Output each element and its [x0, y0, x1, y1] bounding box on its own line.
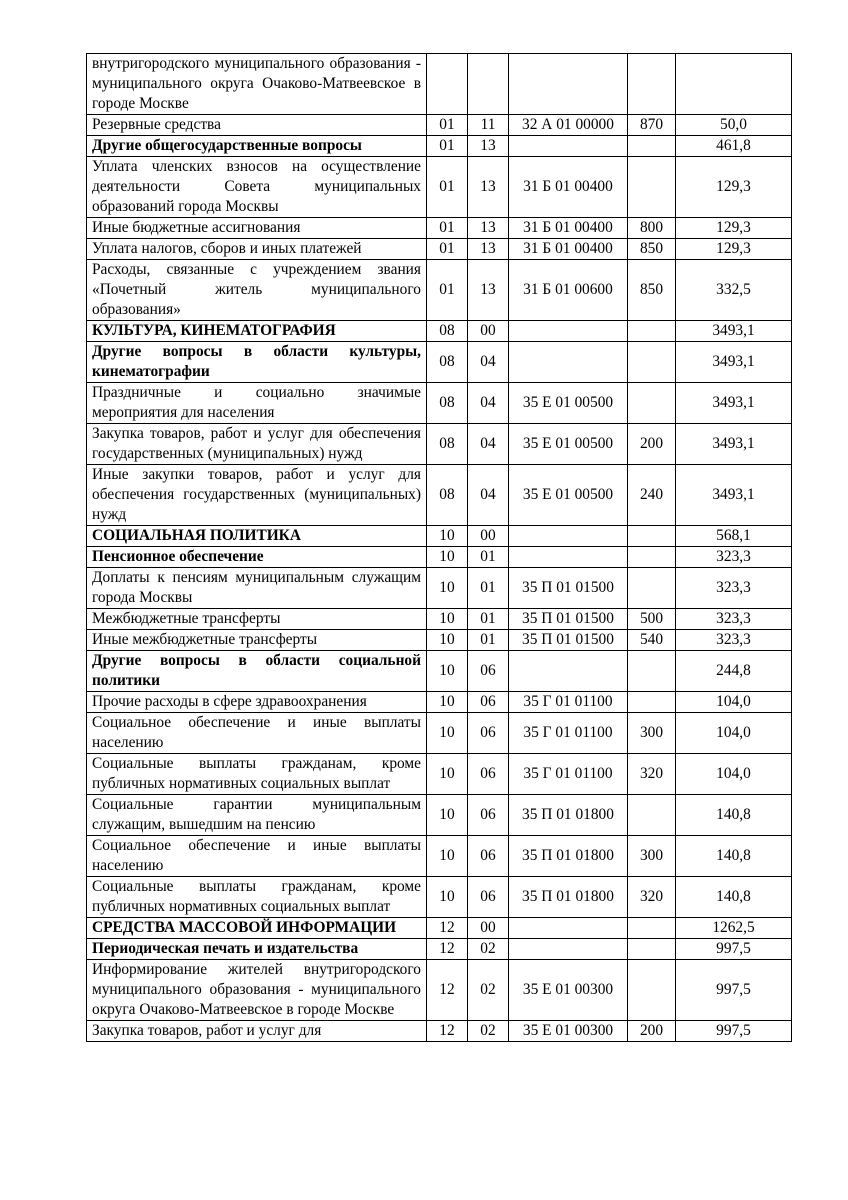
- target-article-code: [509, 321, 628, 342]
- section-code: 01: [427, 260, 468, 321]
- amount: 461,8: [676, 136, 792, 157]
- row-name: Социальные гарантии муниципальным служащим, вышедшим на пенсию: [87, 795, 427, 836]
- table-row: [87, 630, 792, 651]
- amount: 129,3: [676, 218, 792, 239]
- expense-type-code: [628, 157, 676, 218]
- expense-type-code: [628, 960, 676, 1021]
- amount: 332,5: [676, 260, 792, 321]
- table-row: [87, 651, 792, 692]
- row-name: СОЦИАЛЬНАЯ ПОЛИТИКА: [87, 526, 427, 547]
- section-code: 10: [427, 795, 468, 836]
- amount: 1262,5: [676, 918, 792, 939]
- expense-type-code: [628, 795, 676, 836]
- row-name: Расходы, связанные с учреждением звания «Почетный житель муниципального образования»: [87, 260, 427, 321]
- target-article-code: 35 П 01 01800: [509, 877, 628, 918]
- table-row: [87, 260, 792, 321]
- expense-type-code: [628, 547, 676, 568]
- target-article-code: 35 Е 01 00300: [509, 1021, 628, 1042]
- section-code: 10: [427, 651, 468, 692]
- subsection-code: 04: [468, 424, 509, 465]
- table-row: [87, 836, 792, 877]
- table-row: [87, 795, 792, 836]
- expense-type-code: [628, 651, 676, 692]
- table-row: [87, 239, 792, 260]
- target-article-code: 35 Е 01 00500: [509, 383, 628, 424]
- table-row: [87, 609, 792, 630]
- subsection-code: 04: [468, 383, 509, 424]
- target-article-code: 31 Б 01 00400: [509, 218, 628, 239]
- expense-type-code: 850: [628, 260, 676, 321]
- row-name: Другие вопросы в области социальной политики: [87, 651, 427, 692]
- target-article-code: 35 П 01 01500: [509, 568, 628, 609]
- expense-type-code: [628, 321, 676, 342]
- expense-type-code: [628, 568, 676, 609]
- subsection-code: 06: [468, 713, 509, 754]
- row-name: Иные закупки товаров, работ и услуг для обеспечения государственных (муниципальных) нужд: [87, 465, 427, 526]
- section-code: 10: [427, 526, 468, 547]
- row-name: Доплаты к пенсиям муниципальным служащим города Москвы: [87, 568, 427, 609]
- amount: 104,0: [676, 713, 792, 754]
- expense-type-code: [628, 918, 676, 939]
- row-name: КУЛЬТУРА, КИНЕМАТОГРАФИЯ: [87, 321, 427, 342]
- target-article-code: 35 Г 01 01100: [509, 692, 628, 713]
- table-row: [87, 960, 792, 1021]
- expense-type-code: [628, 136, 676, 157]
- table-row: [87, 526, 792, 547]
- subsection-code: 01: [468, 568, 509, 609]
- subsection-code: 00: [468, 918, 509, 939]
- amount: 104,0: [676, 754, 792, 795]
- expense-type-code: [628, 692, 676, 713]
- expense-type-code: 800: [628, 218, 676, 239]
- section-code: 12: [427, 960, 468, 1021]
- section-code: 08: [427, 383, 468, 424]
- table-row: [87, 54, 792, 115]
- target-article-code: [509, 918, 628, 939]
- subsection-code: 02: [468, 1021, 509, 1042]
- amount: 129,3: [676, 157, 792, 218]
- expense-type-code: [628, 342, 676, 383]
- subsection-code: 13: [468, 218, 509, 239]
- table-row: [87, 115, 792, 136]
- amount: 104,0: [676, 692, 792, 713]
- target-article-code: 31 Б 01 00400: [509, 157, 628, 218]
- section-code: 10: [427, 547, 468, 568]
- target-article-code: [509, 54, 628, 115]
- row-name: Социальные выплаты гражданам, кроме публичных нормативных социальных выплат: [87, 754, 427, 795]
- subsection-code: 04: [468, 342, 509, 383]
- target-article-code: 35 П 01 01500: [509, 630, 628, 651]
- row-name: Информирование жителей внутригородского муниципального образования - муниципального округа Очаково-Матвеевское в городе Москве: [87, 960, 427, 1021]
- table-row: [87, 157, 792, 218]
- section-code: 01: [427, 157, 468, 218]
- amount: 997,5: [676, 1021, 792, 1042]
- section-code: 08: [427, 465, 468, 526]
- expense-type-code: [628, 526, 676, 547]
- target-article-code: [509, 342, 628, 383]
- row-name: Периодическая печать и издательства: [87, 939, 427, 960]
- budget-table: [86, 53, 792, 1042]
- subsection-code: 06: [468, 795, 509, 836]
- section-code: 10: [427, 754, 468, 795]
- row-name: Иные межбюджетные трансферты: [87, 630, 427, 651]
- row-name: Уплата членских взносов на осуществление деятельности Совета муниципальных образований города Москвы: [87, 157, 427, 218]
- subsection-code: 13: [468, 136, 509, 157]
- row-name: Социальное обеспечение и иные выплаты населению: [87, 836, 427, 877]
- row-name: Другие общегосударственные вопросы: [87, 136, 427, 157]
- subsection-code: [468, 54, 509, 115]
- amount: 323,3: [676, 630, 792, 651]
- table-row: [87, 754, 792, 795]
- table-row: [87, 877, 792, 918]
- section-code: 12: [427, 1021, 468, 1042]
- table-row: [87, 1021, 792, 1042]
- expense-type-code: 300: [628, 836, 676, 877]
- subsection-code: 02: [468, 939, 509, 960]
- amount: 323,3: [676, 568, 792, 609]
- target-article-code: [509, 651, 628, 692]
- amount: [676, 54, 792, 115]
- row-name: СРЕДСТВА МАССОВОЙ ИНФОРМАЦИИ: [87, 918, 427, 939]
- amount: 140,8: [676, 836, 792, 877]
- target-article-code: 35 Г 01 01100: [509, 754, 628, 795]
- target-article-code: 35 Г 01 01100: [509, 713, 628, 754]
- subsection-code: 06: [468, 754, 509, 795]
- amount: 3493,1: [676, 321, 792, 342]
- row-name: Закупка товаров, работ и услуг для обеспечения государственных (муниципальных) нужд: [87, 424, 427, 465]
- target-article-code: 31 Б 01 00600: [509, 260, 628, 321]
- amount: 140,8: [676, 877, 792, 918]
- expense-type-code: 300: [628, 713, 676, 754]
- section-code: 10: [427, 836, 468, 877]
- subsection-code: 01: [468, 609, 509, 630]
- expense-type-code: 870: [628, 115, 676, 136]
- table-row: [87, 218, 792, 239]
- target-article-code: 31 Б 01 00400: [509, 239, 628, 260]
- target-article-code: 35 Е 01 00300: [509, 960, 628, 1021]
- section-code: 01: [427, 239, 468, 260]
- amount: 50,0: [676, 115, 792, 136]
- section-code: 08: [427, 424, 468, 465]
- row-name: Иные бюджетные ассигнования: [87, 218, 427, 239]
- section-code: 12: [427, 939, 468, 960]
- section-code: 12: [427, 918, 468, 939]
- row-name: Прочие расходы в сфере здравоохранения: [87, 692, 427, 713]
- table-row: [87, 568, 792, 609]
- table-row: [87, 939, 792, 960]
- section-code: 10: [427, 692, 468, 713]
- row-name: внутригородского муниципального образования - муниципального округа Очаково-Матвеевское в городе Москве: [87, 54, 427, 115]
- section-code: 01: [427, 218, 468, 239]
- row-name: Другие вопросы в области культуры, кинематографии: [87, 342, 427, 383]
- expense-type-code: 500: [628, 609, 676, 630]
- target-article-code: 35 П 01 01800: [509, 795, 628, 836]
- amount: 129,3: [676, 239, 792, 260]
- target-article-code: 35 П 01 01800: [509, 836, 628, 877]
- amount: 244,8: [676, 651, 792, 692]
- target-article-code: [509, 526, 628, 547]
- row-name: Праздничные и социально значимые мероприятия для населения: [87, 383, 427, 424]
- section-code: 10: [427, 568, 468, 609]
- subsection-code: 13: [468, 239, 509, 260]
- expense-type-code: 320: [628, 754, 676, 795]
- subsection-code: 06: [468, 692, 509, 713]
- budget-table-body: [87, 54, 792, 1042]
- subsection-code: 02: [468, 960, 509, 1021]
- target-article-code: 35 П 01 01500: [509, 609, 628, 630]
- row-name: Пенсионное обеспечение: [87, 547, 427, 568]
- table-row: [87, 547, 792, 568]
- amount: 3493,1: [676, 465, 792, 526]
- row-name: Межбюджетные трансферты: [87, 609, 427, 630]
- subsection-code: 11: [468, 115, 509, 136]
- section-code: 10: [427, 609, 468, 630]
- section-code: 10: [427, 877, 468, 918]
- row-name: Социальные выплаты гражданам, кроме публичных нормативных социальных выплат: [87, 877, 427, 918]
- section-code: [427, 54, 468, 115]
- subsection-code: 06: [468, 651, 509, 692]
- table-row: [87, 465, 792, 526]
- row-name: Закупка товаров, работ и услуг для: [87, 1021, 427, 1042]
- row-name: Социальное обеспечение и иные выплаты населению: [87, 713, 427, 754]
- expense-type-code: [628, 54, 676, 115]
- subsection-code: 06: [468, 877, 509, 918]
- table-row: [87, 713, 792, 754]
- table-row: [87, 692, 792, 713]
- subsection-code: 01: [468, 547, 509, 568]
- amount: 568,1: [676, 526, 792, 547]
- subsection-code: 01: [468, 630, 509, 651]
- target-article-code: [509, 939, 628, 960]
- amount: 3493,1: [676, 424, 792, 465]
- target-article-code: 35 Е 01 00500: [509, 465, 628, 526]
- section-code: 01: [427, 136, 468, 157]
- expense-type-code: [628, 939, 676, 960]
- expense-type-code: 850: [628, 239, 676, 260]
- expense-type-code: 200: [628, 424, 676, 465]
- expense-type-code: 240: [628, 465, 676, 526]
- target-article-code: [509, 547, 628, 568]
- table-row: [87, 342, 792, 383]
- table-row: [87, 424, 792, 465]
- row-name: Уплата налогов, сборов и иных платежей: [87, 239, 427, 260]
- expense-type-code: 540: [628, 630, 676, 651]
- expense-type-code: [628, 383, 676, 424]
- amount: 3493,1: [676, 342, 792, 383]
- subsection-code: 13: [468, 260, 509, 321]
- table-row: [87, 321, 792, 342]
- table-row: [87, 383, 792, 424]
- subsection-code: 06: [468, 836, 509, 877]
- amount: 140,8: [676, 795, 792, 836]
- subsection-code: 00: [468, 526, 509, 547]
- table-row: [87, 136, 792, 157]
- amount: 323,3: [676, 547, 792, 568]
- target-article-code: 35 Е 01 00500: [509, 424, 628, 465]
- amount: 997,5: [676, 939, 792, 960]
- section-code: 08: [427, 342, 468, 383]
- amount: 323,3: [676, 609, 792, 630]
- subsection-code: 13: [468, 157, 509, 218]
- section-code: 10: [427, 630, 468, 651]
- section-code: 10: [427, 713, 468, 754]
- row-name: Резервные средства: [87, 115, 427, 136]
- section-code: 01: [427, 115, 468, 136]
- section-code: 08: [427, 321, 468, 342]
- amount: 997,5: [676, 960, 792, 1021]
- expense-type-code: 320: [628, 877, 676, 918]
- expense-type-code: 200: [628, 1021, 676, 1042]
- target-article-code: [509, 136, 628, 157]
- amount: 3493,1: [676, 383, 792, 424]
- table-row: [87, 918, 792, 939]
- subsection-code: 04: [468, 465, 509, 526]
- subsection-code: 00: [468, 321, 509, 342]
- target-article-code: 32 А 01 00000: [509, 115, 628, 136]
